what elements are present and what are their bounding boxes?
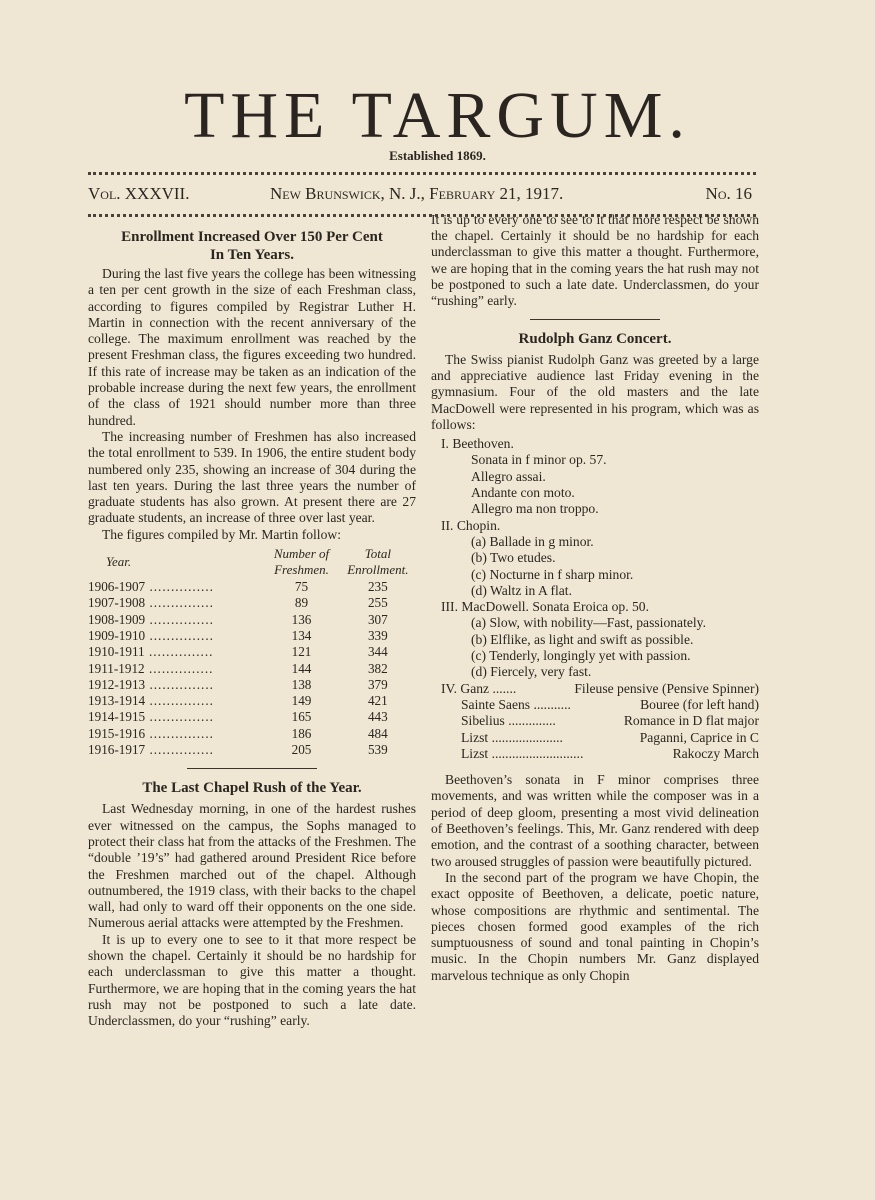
freshmen-cell: 75 (294, 579, 309, 595)
freshmen-cell: 144 (291, 660, 312, 676)
program-item: Lizst ..................... Paganni, Caprice in C (461, 729, 759, 745)
year-cell: 1914-1915 ............... (88, 709, 214, 725)
freshmen-cell: 136 (291, 611, 312, 627)
freshmen-cell: 186 (291, 725, 312, 741)
program-item: Sonata in f minor op. 57. (471, 452, 607, 468)
program-item: I. Beethoven. (441, 436, 514, 452)
leader-dots: ............... (145, 725, 214, 741)
total-cell: 443 (367, 709, 388, 725)
program-item: Allegro assai. (471, 468, 546, 484)
concert-headline: Rudolph Ganz Concert. (518, 330, 672, 347)
program-item: III. MacDowell. Sonata Eroica op. 50. (441, 599, 649, 615)
leader-dots: ............... (145, 595, 214, 611)
masthead-title: THE TARGUM. (184, 79, 691, 152)
year-cell: 1912-1913 ............... (88, 676, 214, 692)
year-cell: 1908-1909 ............... (88, 611, 214, 627)
enrollment-para-2: The increasing number of Freshmen has also increased the total enrollment to 539. In 1906, the entire student body numbered only 235, showing an increase of 304 during the last ten years. During the last three years the number of graduate students has also grown. At present there are 27 graduate students, an increase of three over last year. (88, 428, 416, 526)
program-item: (b) Elflike, as light and swift as possible. (471, 631, 694, 647)
year-cell: 1910-1911 ............... (88, 644, 214, 660)
chapel-para-2: It is up to every one to see to it that more respect be shown the chapel. Certainly it should be no hardship for each underclassman to give this matter a thought. Furthermore, we are hoping that in the coming years the hat rush may not be postponed to such a late date. Underclassmen, do your “rushing” early. (88, 931, 416, 1029)
leader-dots: ............... (145, 611, 214, 627)
table-row (88, 628, 416, 644)
leader-dots: ............... (145, 693, 214, 709)
issue-number: No. 16 (705, 184, 752, 203)
program-item: (b) Two etudes. (471, 550, 556, 566)
place-date: New Brunswick, N. J., February 21, 1917. (270, 184, 564, 203)
table-row (88, 595, 416, 611)
program-item: Sibelius .............. Romance in D flat major (461, 713, 759, 729)
table-row (88, 742, 416, 758)
freshmen-cell: 165 (291, 709, 312, 725)
year-cell: 1906-1907 ............... (88, 579, 214, 595)
table-row (88, 612, 416, 628)
total-cell: 421 (367, 693, 388, 709)
concert-intro: The Swiss pianist Rudolph Ganz was greeted by a large and appreciative audience last Friday evening in the gymnasium. Four of the old masters and the late MacDowell were represented in his program, which was as follows: (431, 351, 759, 432)
table-row (88, 644, 416, 660)
table-row (88, 661, 416, 677)
program-item: (d) Fiercely, very fast. (471, 664, 592, 680)
concert-para-1: Beethoven’s sonata in F minor comprises three movements, and was written while the composer was in a period of deep gloom, presenting a most vivid delineation of Beethoven’s feelings. This, Mr. Ganz rendered with deep emotion, and the contrast of a soothing character, between two aroused struggles of passion were beautifully pictured. (431, 772, 759, 869)
total-cell: 379 (367, 676, 388, 692)
separator-rule (530, 319, 660, 320)
table-row (88, 726, 416, 742)
enrollment-headline: Enrollment Increased Over 150 Per Cent In Ten Years. (121, 229, 383, 263)
program-item: Andante con moto. (471, 485, 575, 501)
table-header-total: Total Enrollment. (347, 546, 409, 578)
program-item: IV. Ganz ....... Fileuse pensive (Pensive Spinner) (441, 680, 759, 696)
year-cell: 1915-1916 ............... (88, 725, 214, 741)
year-cell: 1911-1912 ............... (88, 660, 214, 676)
chapel-para-1: Last Wednesday morning, in one of the hardest rushes ever witnessed on the campus, the Sophs managed to protect their class hat from the attacks of the Freshmen. The “double ’19’s” had gathered around President Rice before the Freshmen marched out of the chapel. Although outnumbered, the 1919 class, with their backs to the chapel wall, had only to ward off their opponents on the one side. Numerous aerial attacks were attempted by the Freshmen. (88, 801, 416, 931)
table-row (88, 693, 416, 709)
table-row (88, 709, 416, 725)
top-rule (88, 172, 756, 178)
program-item: (a) Ballade in g minor. (471, 533, 594, 549)
year-cell: 1907-1908 ............... (88, 595, 214, 611)
program-item: Allegro ma non troppo. (471, 501, 599, 517)
program-item: Lizst ........................... Rakoczy March (461, 745, 759, 761)
total-cell: 307 (367, 611, 388, 627)
concert-para-2: In the second part of the program we have Chopin, the exact opposite of Beethoven, a delicate, poetic nature, whose compositions are rhythmic and sentimental. The pieces chosen formed good examples of the rich sumptuousness of sound and tonal painting in Chopin’s music. In the Chopin numbers Mr. Ganz displayed marvelous technique as only Chopin (431, 869, 759, 983)
chapel-headline: The Last Chapel Rush of the Year. (142, 780, 362, 797)
total-cell: 339 (367, 627, 388, 643)
right-column (431, 211, 759, 984)
program-item: (c) Nocturne in f sharp minor. (471, 566, 634, 582)
program-item: (c) Tenderly, longingly yet with passion. (471, 648, 691, 664)
program-item: II. Chopin. (441, 517, 501, 533)
freshmen-cell: 89 (294, 595, 309, 611)
enrollment-para-3: The figures compiled by Mr. Martin follow: (102, 526, 341, 542)
leader-dots: ............... (145, 579, 214, 595)
total-cell: 382 (367, 660, 388, 676)
freshmen-cell: 149 (291, 693, 312, 709)
separator-rule (187, 768, 317, 769)
chapel-para-2-continued: It is up to every one to see to it that more respect be shown the chapel. Certainly it should be no hardship for each underclassman to give this matter a thought. Furthermore, we are hoping that in the coming years the hat rush may not be postponed to such a late date. Underclassmen, do your “rushing” early. (431, 211, 759, 309)
table-header-year: Year. (106, 554, 132, 570)
total-cell: 255 (367, 595, 388, 611)
year-cell: 1913-1914 ............... (88, 693, 214, 709)
total-cell: 235 (367, 579, 388, 595)
program-item: (a) Slow, with nobility—Fast, passionately. (471, 615, 706, 631)
program-item: Sainte Saens ........... Bouree (for left hand) (461, 696, 759, 712)
program-item: (d) Waltz in A flat. (471, 582, 572, 598)
total-cell: 484 (367, 725, 388, 741)
total-cell: 344 (367, 644, 388, 660)
leader-dots: ............... (144, 644, 214, 660)
table-header-freshmen: Number of Freshmen. (273, 546, 330, 578)
enrollment-table (88, 545, 416, 758)
leader-dots: ............... (145, 709, 214, 725)
freshmen-cell: 205 (291, 742, 312, 758)
leader-dots: ............... (145, 676, 214, 692)
leader-dots: ............... (145, 627, 214, 643)
freshmen-cell: 121 (291, 644, 312, 660)
year-cell: 1909-1910 ............... (88, 627, 214, 643)
table-row (88, 677, 416, 693)
leader-dots: ............... (145, 742, 214, 758)
year-cell: 1916-1917 ............... (88, 742, 214, 758)
freshmen-cell: 134 (291, 627, 312, 643)
table-row (88, 579, 416, 595)
total-cell: 539 (367, 742, 388, 758)
volume-label: Vol. XXXVII. (88, 184, 190, 203)
freshmen-cell: 138 (291, 676, 312, 692)
left-column (88, 228, 416, 1029)
established-line: Established 1869. (389, 148, 486, 163)
leader-dots: ............... (144, 660, 214, 676)
enrollment-para-1: During the last five years the college has been witnessing a ten per cent growth in the size of each Freshman class, according to figures compiled by Registrar Luther H. Martin in connection with the recent anniversary of the college. The maximum enrollment was reached by the present Freshman class, the figures exceeding two hundred. If this rate of increase may be taken as an indication of the probable increase during the next few years, the enrollment of the class of 1921 should number more than three hundred. (88, 266, 416, 428)
concert-program (441, 436, 759, 762)
